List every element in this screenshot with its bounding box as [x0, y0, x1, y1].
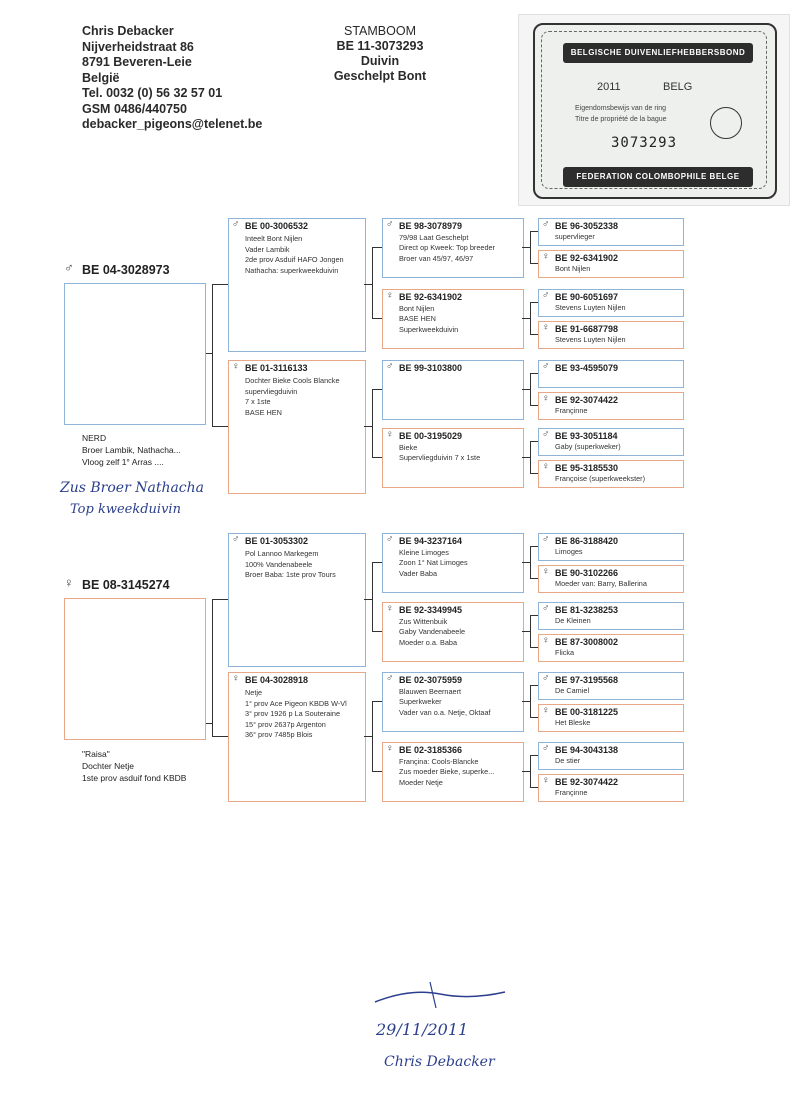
description-line: 100% Vandenabeele [245, 559, 313, 569]
signature-scribble-icon [370, 980, 510, 1010]
description-line: Françinne [555, 788, 588, 797]
ring-number: BE 96-3052338 [555, 221, 619, 231]
description-line: Moeder o.a. Baba [399, 637, 458, 647]
description-line: Bieke [399, 443, 418, 452]
description-line: Zus moeder Bieke, superke... [399, 767, 495, 777]
ring-number: BE 99-3103800 [399, 363, 463, 373]
connector-line [372, 247, 373, 318]
connector-line [530, 373, 531, 405]
connector-line [522, 701, 530, 702]
dam-photo [64, 598, 206, 740]
description-line: Stevens Luyten Nijlen [555, 303, 626, 312]
ring-number: BE 94-3237164 [399, 536, 463, 546]
pedigree-color: Geschelpt Bont [333, 69, 427, 83]
female-icon: ♀ [542, 322, 550, 333]
description-line: Stevens Luyten Nijlen [555, 335, 626, 344]
connector-line [212, 599, 213, 736]
ring-number: BE 01-3116133 [245, 363, 308, 373]
pigeon-emblem-icon [710, 107, 742, 139]
great-grandparent-box-3 [538, 289, 684, 317]
sire-male-icon: ♂ [64, 260, 74, 275]
great-grandparent-box-2 [538, 250, 684, 278]
connector-line [530, 302, 531, 334]
grandparent-box-5 [382, 533, 524, 593]
owner-phone: Tel. 0032 (0) 56 32 57 01 [82, 86, 223, 100]
description-line: supervlieger [555, 232, 595, 241]
description-line: De Kleinen [555, 616, 591, 625]
great-grandparent-box-8 [538, 460, 684, 488]
description-line: Kleine Limoges [399, 548, 449, 557]
ring-number: BE 01-3053302 [245, 536, 309, 546]
great-grandparent-box-16 [538, 774, 684, 802]
female-icon: ♀ [542, 705, 550, 716]
connector-line [372, 631, 382, 632]
description-line: Pol Lannoo Markegem [245, 549, 319, 558]
ring-number: BE 92-6341902 [399, 292, 463, 302]
connector-line [530, 263, 538, 264]
male-icon: ♂ [542, 534, 550, 545]
great-grandparent-box-11 [538, 602, 684, 630]
ring-number: BE 98-3078979 [399, 221, 463, 231]
parent-box-3 [228, 533, 366, 667]
ring-certificate [518, 14, 790, 206]
description-line: Nathacha: superkweekduivin [245, 265, 339, 275]
owner-country: België [82, 70, 120, 85]
female-icon: ♀ [542, 251, 550, 262]
connector-line [372, 562, 373, 631]
description-line: Flicka [555, 648, 575, 657]
ring-number: BE 00-3181225 [555, 707, 619, 717]
description-line: De stier [555, 756, 581, 765]
connector-line [372, 771, 382, 772]
connector-line [364, 736, 372, 737]
dam-female-icon: ♀ [64, 575, 74, 590]
female-icon: ♀ [542, 775, 550, 786]
description-line: Blauwen Beernaert [399, 687, 462, 696]
ring-number: BE 91-6687798 [555, 324, 619, 334]
connector-line [522, 631, 530, 632]
description-line: Superkweekduivin [399, 324, 459, 334]
grandparent-box-7 [382, 672, 524, 732]
ring-number: BE 97-3195568 [555, 675, 619, 685]
connector-line [530, 334, 538, 335]
connector-line [372, 318, 382, 319]
ring-number: BE 02-3185366 [399, 745, 463, 755]
ring-number: BE 00-3006532 [245, 221, 309, 231]
connector-line [530, 473, 538, 474]
female-icon: ♀ [542, 566, 550, 577]
ring-number: BE 92-3349945 [399, 605, 463, 615]
male-icon: ♂ [542, 673, 550, 684]
connector-line [364, 284, 372, 285]
male-icon: ♂ [542, 743, 550, 754]
connector-line [372, 247, 382, 248]
description-line: Limoges [555, 547, 583, 556]
great-grandparent-box-12 [538, 634, 684, 662]
grandparent-box-2 [382, 289, 524, 349]
connector-line [372, 701, 382, 702]
description-line: BASE HEN [399, 314, 436, 324]
connector-line [530, 647, 538, 648]
female-icon: ♀ [386, 603, 394, 614]
description-line: Broer van 45/97, 46/97 [399, 253, 474, 263]
connector-line [372, 389, 382, 390]
ring-number: BE 95-3185530 [555, 463, 619, 473]
connector-line [530, 231, 538, 232]
description-line: Françoise (superkweekster) [555, 474, 646, 483]
certificate-line-nl: Eigendomsbewijs van de ring [575, 105, 667, 112]
male-icon: ♂ [542, 429, 550, 440]
description-line: Moeder van: Barry, Ballerina [555, 579, 647, 588]
description-line: Bont Nijlen [555, 264, 591, 273]
sire-photo [64, 283, 206, 425]
description-line: Zoon 1° Nat Limoges [399, 558, 468, 568]
connector-line [372, 457, 382, 458]
pedigree-sex: Duivin [360, 54, 400, 68]
connector-line [530, 755, 531, 787]
owner-address [82, 24, 262, 133]
great-grandparent-box-1 [538, 218, 684, 246]
dam-ring: BE 08-3145274 [82, 578, 170, 592]
great-grandparent-box-5 [538, 360, 684, 388]
parent-box-4 [228, 672, 366, 802]
description-line: Gaby (superkweker) [555, 442, 621, 451]
description-line: 3° prov 1926 p La Souteraine [245, 709, 341, 719]
description-line: Netje [245, 688, 263, 697]
connector-line [212, 284, 228, 285]
sire-note-result: Vloog zelf 1° Arras .... [82, 457, 164, 467]
grandparent-box-6 [382, 602, 524, 662]
ring-number: BE 92-6341902 [555, 253, 619, 263]
connector-line [372, 701, 373, 771]
description-line: Françina: Cools-Blancke [399, 757, 479, 766]
description-line: supervliegduivin [245, 386, 298, 396]
handwritten-note-1: Zus Broer Nathacha [60, 480, 205, 496]
description-line: 15° prov 2637p Argenton [245, 719, 326, 729]
description-line: Vader Baba [399, 568, 437, 578]
connector-line [530, 546, 538, 547]
great-grandparent-box-6 [538, 392, 684, 420]
connector-line [530, 787, 538, 788]
great-grandparent-box-14 [538, 704, 684, 732]
connector-line [530, 717, 538, 718]
female-icon: ♀ [386, 290, 394, 301]
female-icon: ♀ [386, 743, 394, 754]
male-icon: ♂ [542, 361, 550, 372]
description-line: BASE HEN [245, 407, 282, 417]
great-grandparent-box-9 [538, 533, 684, 561]
description-line: De Camiel [555, 686, 590, 695]
great-grandparent-box-7 [538, 428, 684, 456]
male-icon: ♂ [386, 219, 394, 230]
certificate-frame [533, 23, 777, 199]
ring-number: BE 94-3043138 [555, 745, 619, 755]
ring-number: BE 90-3102266 [555, 568, 619, 578]
pedigree-header [300, 24, 460, 84]
female-icon: ♀ [542, 461, 550, 472]
connector-line [522, 457, 530, 458]
certificate-year: 2011 [597, 81, 621, 93]
connector-line [530, 405, 538, 406]
male-icon: ♂ [232, 219, 240, 230]
ring-number: BE 04-3028918 [245, 675, 309, 685]
grandparent-box-3 [382, 360, 524, 420]
great-grandparent-box-10 [538, 565, 684, 593]
owner-email: debacker_pigeons@telenet.be [82, 117, 263, 131]
ring-number: BE 90-6051697 [555, 292, 619, 302]
description-line: 2de prov Asduif HAFO Jongen [245, 255, 344, 265]
description-line: Bont Nijlen [399, 304, 435, 313]
connector-line [522, 389, 530, 390]
dam-note-parent: Dochter Netje [82, 761, 134, 771]
description-line: Inteelt Bont Nijlen [245, 234, 303, 243]
female-icon: ♀ [386, 429, 394, 440]
male-icon: ♂ [542, 290, 550, 301]
connector-line [212, 736, 228, 737]
female-icon: ♀ [232, 361, 240, 372]
male-icon: ♂ [232, 534, 240, 545]
connector-line [212, 284, 213, 426]
description-line: Zus Wittenbuik [399, 617, 448, 626]
owner-street: Nijverheidstraat 86 [82, 39, 194, 54]
owner-gsm: GSM 0486/440750 [82, 101, 187, 116]
grandparent-box-8 [382, 742, 524, 802]
connector-line [530, 615, 538, 616]
certificate-org-bottom: FEDERATION COLOMBOPHILE BELGE [563, 167, 753, 187]
ring-number: BE 87-3008002 [555, 637, 619, 647]
grandparent-box-4 [382, 428, 524, 488]
grandparent-box-1 [382, 218, 524, 278]
ring-number: BE 86-3188420 [555, 536, 619, 546]
description-line: Dochter Bieke Cools Blancke [245, 376, 340, 385]
certificate-number: 3073293 [611, 135, 678, 151]
connector-line [530, 685, 531, 717]
ring-number: BE 92-3074422 [555, 777, 619, 787]
description-line: 7 x 1ste [245, 397, 271, 407]
sire-note-siblings: Broer Lambik, Nathacha... [82, 445, 181, 455]
connector-line [522, 771, 530, 772]
description-line: Supervliegduivin 7 x 1ste [399, 453, 481, 463]
male-icon: ♂ [542, 603, 550, 614]
certificate-line-fr: Titre de propriété de la bague [575, 116, 667, 123]
description-line: Broer Baba: 1ste prov Tours [245, 570, 336, 580]
male-icon: ♂ [386, 361, 394, 372]
description-line: Gaby Vandenabeele [399, 627, 465, 637]
great-grandparent-box-4 [538, 321, 684, 349]
male-icon: ♂ [386, 673, 394, 684]
connector-line [530, 755, 538, 756]
parent-box-1 [228, 218, 366, 352]
sire-note-name: NERD [82, 433, 107, 443]
connector-line [372, 562, 382, 563]
connector-line [530, 441, 538, 442]
description-line: Vader Lambik [245, 244, 290, 254]
connector-line [372, 389, 373, 457]
dam-note-name: "Raisa" [82, 749, 110, 759]
pedigree-title: STAMBOOM [344, 24, 416, 38]
connector-line [530, 231, 531, 263]
description-line: 79/98 Laat Geschelpt [399, 233, 469, 242]
female-icon: ♀ [542, 393, 550, 404]
ring-number: BE 92-3074422 [555, 395, 619, 405]
connector-line [530, 373, 538, 374]
pedigree-ring: BE 11-3073293 [336, 39, 424, 53]
ring-number: BE 02-3075959 [399, 675, 463, 685]
ring-number: BE 93-3051184 [555, 431, 618, 441]
connector-line [530, 685, 538, 686]
female-icon: ♀ [542, 635, 550, 646]
signature-date: 29/11/2011 [376, 1020, 469, 1039]
connector-line [522, 318, 530, 319]
signature-name: Chris Debacker [384, 1054, 495, 1070]
ring-number: BE 81-3238253 [555, 605, 619, 615]
ring-number: BE 00-3195029 [399, 431, 463, 441]
connector-line [530, 441, 531, 473]
description-line: 36° prov 7485p Blois [245, 730, 313, 740]
connector-line [530, 615, 531, 647]
great-grandparent-box-15 [538, 742, 684, 770]
male-icon: ♂ [386, 534, 394, 545]
great-grandparent-box-13 [538, 672, 684, 700]
owner-city: 8791 Beveren-Leie [82, 55, 192, 69]
connector-line [530, 578, 538, 579]
dam-notes [82, 748, 186, 784]
connector-line [212, 426, 228, 427]
connector-line [522, 562, 530, 563]
ring-number: BE 93-4595079 [555, 363, 619, 373]
description-line: Het Bleske [555, 718, 591, 727]
certificate-country: BELG [663, 81, 693, 93]
owner-name: Chris Debacker [82, 24, 174, 38]
sire-notes [82, 432, 181, 468]
male-icon: ♂ [542, 219, 550, 230]
connector-line [212, 599, 228, 600]
connector-line [364, 599, 372, 600]
connector-line [530, 546, 531, 578]
description-line: Vader van o.a. Netje, Oktaaf [399, 707, 491, 717]
dam-note-result: 1ste prov asduif fond KBDB [82, 773, 187, 783]
female-icon: ♀ [232, 673, 240, 684]
description-line: Moeder Netje [399, 777, 443, 787]
connector-line [530, 302, 538, 303]
connector-line [364, 426, 372, 427]
description-line: Françinne [555, 406, 588, 415]
parent-box-2 [228, 360, 366, 494]
description-line: Superkweker [399, 697, 442, 707]
description-line: Direct op Kweek: Top breeder [399, 243, 495, 253]
certificate-org-top: BELGISCHE DUIVENLIEFHEBBERSBOND [563, 43, 753, 63]
connector-line [522, 247, 530, 248]
handwritten-note-2: Top kweekduivin [70, 502, 181, 517]
sire-ring: BE 04-3028973 [82, 263, 170, 277]
description-line: 1° prov Ace Pigeon KBDB W-Vl [245, 698, 347, 708]
